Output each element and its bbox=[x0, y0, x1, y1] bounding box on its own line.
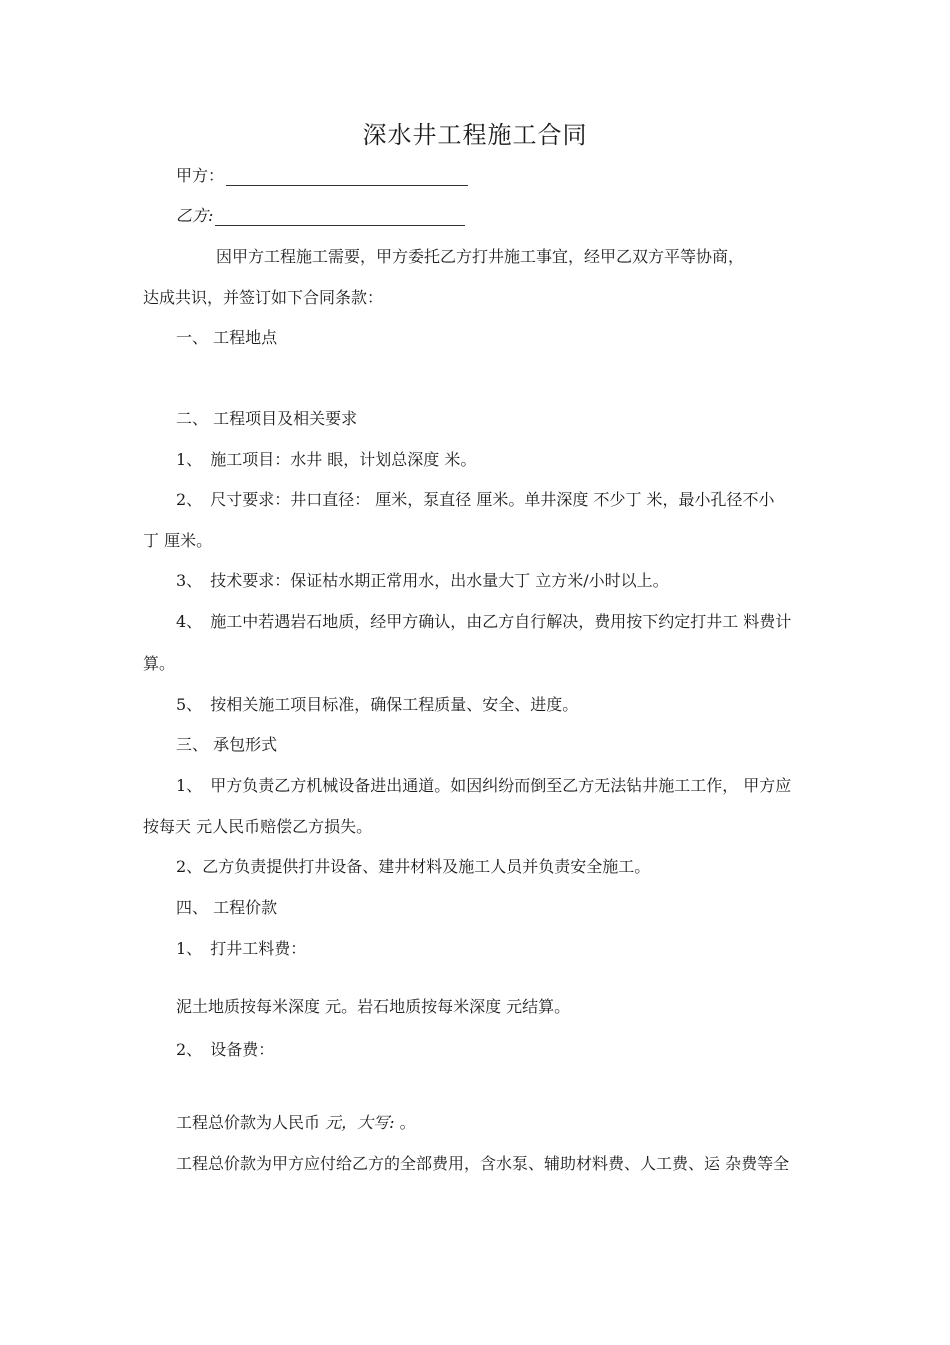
document-title: 深水井工程施工合同 bbox=[362, 121, 588, 149]
item-4-1-detail: 泥土地质按每米深度 元。岩石地质按每米深度 元结算。 bbox=[176, 997, 571, 1016]
total-scope-line: 工程总价款为甲方应付给乙方的全部费用，含水泵、辅助材料费、人工费、运 杂费等全 bbox=[176, 1154, 790, 1173]
item-2-3: 3、 技术要求：保证枯水期正常用水，出水量大丁 立方米/小时以上。 bbox=[176, 571, 669, 590]
preamble-line-1: 因甲方工程施工需要，甲方委托乙方打井施工事宜，经甲乙双方平等协商， bbox=[216, 247, 745, 266]
item-2-4: 4、 施工中若遇岩石地质，经甲方确认，由乙方自行解决，费用按下约定打井工 料费计 bbox=[176, 612, 792, 631]
item-3-1-cont: 按每天 元人民币赔偿乙方损失。 bbox=[143, 817, 373, 836]
item-2-2-cont: 丁 厘米。 bbox=[143, 531, 213, 550]
section-1-heading: 一、 工程地点 bbox=[176, 328, 278, 347]
party-b-label: 乙方: bbox=[176, 206, 214, 225]
item-2-2: 2、 尺寸要求：井口直径： 厘米，泵直径 厘米。单井深度 不少丁 米，最小孔径不小 bbox=[176, 490, 775, 509]
section-4-heading: 四、 工程价款 bbox=[176, 898, 278, 917]
party-b-blank bbox=[215, 224, 465, 226]
item-3-1: 1、 甲方负责乙方机械设备进出通道。如因纠纷而倒至乙方无法钻井施工工作， 甲方应 bbox=[176, 776, 792, 795]
section-3-heading: 三、 承包形式 bbox=[176, 735, 278, 754]
item-3-2: 2、乙方负责提供打井设备、建井材料及施工人员并负责安全施工。 bbox=[176, 857, 651, 876]
party-b-line bbox=[176, 206, 465, 226]
preamble-line-2: 达成共识，并签订如下合同条款： bbox=[143, 288, 384, 307]
party-a-blank bbox=[226, 184, 468, 186]
party-a-line bbox=[176, 166, 468, 186]
item-4-2: 2、 设备费： bbox=[176, 1040, 275, 1059]
item-4-1: 1、 打井工料费： bbox=[176, 939, 307, 958]
item-2-5: 5、 按相关施工项目标准，确保工程质量、安全、进度。 bbox=[176, 695, 579, 714]
section-2-heading: 二、 工程项目及相关要求 bbox=[176, 409, 358, 428]
party-a-label: 甲方： bbox=[176, 166, 225, 185]
total-price-line: 工程总价款为人民币 元，大写: 。 bbox=[176, 1113, 416, 1132]
item-2-1: 1、 施工项目：水井 眼，计划总深度 米。 bbox=[176, 450, 477, 469]
item-2-4-cont: 算。 bbox=[143, 654, 176, 673]
